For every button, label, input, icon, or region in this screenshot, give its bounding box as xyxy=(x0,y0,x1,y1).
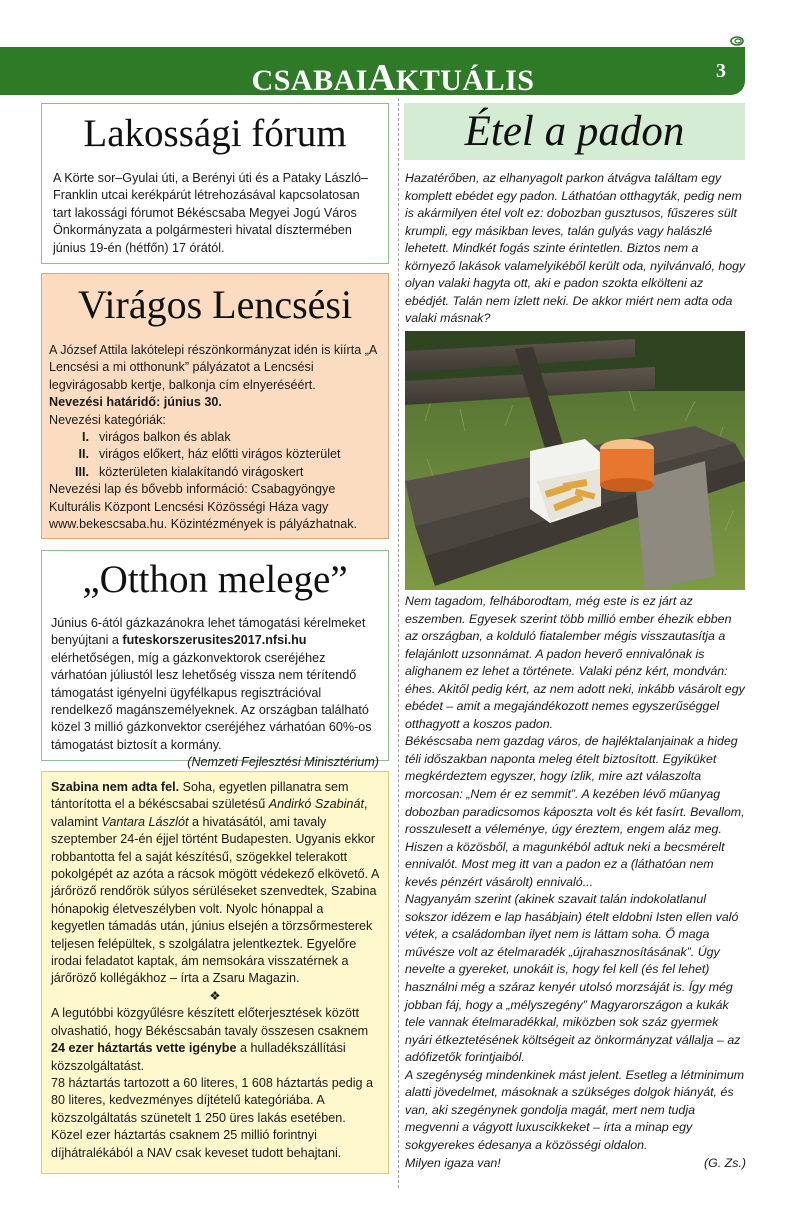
swirl-logo-icon xyxy=(730,36,744,46)
bench-food-photo xyxy=(405,331,745,590)
etel-paragraph-3: Nagyanyám szerint (akinek szavait talán indokolatlanul sokszor idézem e lap hasábjain) ételt eldobni Isten ellen való vétek, a családomban ilyet nem is láttam soha. Ő maga művésze volt az ételmaradék „újrahasznosításának”. Úgy nevelte a gyereket, unokáit is, hogy fel kell (és fel lehet) használni még a száraz kenyér utolsó morzsáját is. Így még jobban fáj, hogy a „mélyszegény” Magyarországon a kukák tele vannak ételmaradékkal, miközben sok száz gyermek nyári étkeztetésének költségeit az önkormányzat vállalja – az adófizetők forintjaiból. xyxy=(405,892,741,1065)
etel-intro: Hazatérőben, az elhanyagolt parkon átvágva találtam egy komplett ebédet egy padon. Láthatóan otthagyták, pedig nem is akármilyen étel volt ez: dobozban gusztusos, fűszeres sült krumpli, egy másikban leves, talán gulyás vagy halászlé lehetett. Mindkét fogás szinte érintetlen. Biztos nem a környező lakások valamelyikéből került oda, nyilvánvaló, hogy olyan valaki hagyta ott, aki e padon szokta elkölteni az ebédjét. Talán nem ízlett neki. De akkor miért nem adta oda valaki másnak? xyxy=(405,171,746,326)
list-item: I. virágos balkon és ablak xyxy=(82,430,231,445)
author-signature: (G. Zs.) xyxy=(704,1155,746,1170)
viragos-outro: Nevezési lap és bővebb információ: Csabagyöngye Kulturális Központ Lencsési Közösségi Háza vagy www.bekescsaba.hu. Közintézmények is pályázhatnak. xyxy=(49,482,358,532)
forum-title: Lakossági fórum xyxy=(83,112,347,155)
otthon-title: „Otthon melege” xyxy=(82,558,348,601)
szabina-text: Szabina nem adta fel. Soha, egyetlen pillanatra sem tántorította el a békéscsabai születésű Andirkó Szabinát, valamint Vantara Lászlót a hivatásától, ami tavaly szeptember 24-én éjjel történt Budapesten. Ugyanis ekkor robbantotta fel a saját készítésű, szögekkel telerakott pokolgépét az azóta a rácsok mögött védekező elkövető. A járőröző rendőrök súlyos sérüléseket szenvedtek, Szabina hónapokig életveszélyben volt. Nyolc hónappal a kegyetlen támadás után, június elsején a törzsőrmesterek teljesen felépültek, s szolgálatra jelentkeztek. Egyelőre irodai feladatot kaptak, ám nemsokára visszatérnek a járőröző kollégákhoz – írta a Zsaru Magazin. xyxy=(51,780,379,986)
viragos-article xyxy=(41,273,389,539)
forum-text: A Körte sor–Gyulai úti, a Berényi úti és a Pataky László–Franklin utcai kerékpárút létrehozásával kapcsolatosan tart lakossági fórumot Békéscsaba Megyei Jogú Város Önkormányzata a polgármesteri hivatal dísztermében június 19-én (hétfőn) 17 órától. xyxy=(53,171,369,255)
grant-website-link[interactable]: futeskorszerusites2017.nfsi.hu xyxy=(122,633,307,648)
szabina-article xyxy=(41,771,389,1174)
etel-paragraph-4: A szegénység mindenkinek mást jelent. Esetleg a létminimum alatti jövedelmet, másoknak a szükséges dolgok hiányát, és van, aki szegénynek gondolja magát, mert nem tudja megvenni a vágyott luxuscikkeket – írta a minap egy sokgyerekes édesanya a közösségi oldalon. xyxy=(405,1067,745,1152)
etel-paragraph-1: Nem tagadom, felháborodtam, még este is ez járt az eszemben. Egyesek szerint több millió ember éhezik ebben az országban, a kolduló fiatalember mégis visszautasítja a felajánlott uzsonnámat. A padon heverő ennivalónak is alighanem ez lehet a története. Valaki pénz kért, mondván: éhes. Akitől pedig kért, az nem adott neki, inkább vásárolt egy ebédet – amit a megajándékozott nemes egyszerűséggel otthagyott a koszos padon. xyxy=(405,594,745,731)
viragos-deadline: Nevezési határidő: június 30. xyxy=(49,395,222,410)
list-item: II. virágos előkert, ház előtti virágos közterület xyxy=(78,447,341,462)
viragos-categories-label: Nevezési kategóriák: xyxy=(49,412,166,427)
waste-stats: 78 háztartás tartozott a 60 literes, 1 608 háztartás pedig a 80 literes, kedvezményes díjtételű kategóriába. A közszolgáltatás szünetelt 1 250 üres lakás esetében. Közel ezer háztartás csaknem 25 millió forintnyi díjhátralékából a NAV csak keveset tudott behajtani. xyxy=(51,1075,374,1160)
otthon-article xyxy=(41,550,389,770)
list-item: III. közterületen kialakítandó virágoskert xyxy=(75,464,304,479)
column-divider xyxy=(398,98,399,1188)
etel-paragraph-2: Békéscsaba nem gazdag város, de hajléktalanjainak a hideg téli időszakban naponta meleg ételt biztosított. Egyiküket megkérdeztem egyszer, hogy ízlik, mire azt válaszolta morcosan: „Nem ér ez semmit”. A kezében lévő műanyag dobozban paradicsomos káposzta volt és két fasírt. Bevallom, rosszulesett a véleménye, úgy éreztem, engem aláz meg. Hiszen a közösből, a magunkéból adtuk neki a becsmérelt ennivalót. Most meg itt van a padon ez a (láthatóan nem kevés pénzért vásárolt) ennivaló... xyxy=(405,734,745,889)
otthon-source: (Nemzeti Fejlesztési Minisztérium) xyxy=(187,755,379,770)
category-list xyxy=(49,429,381,481)
section-separator-icon: ❖ xyxy=(209,988,221,1003)
page-number: 3 xyxy=(716,60,726,82)
viragos-title: Virágos Lencsési xyxy=(77,282,353,327)
otthon-text: Június 6-ától gázkazánokra lehet támogatási kérelmeket benyújtani a futeskorszerusites2017.nfsi.hu elérhetőségen, míg a gázkonvektorok cseréjéhez várhatóan júliustól lesz lehetőség vissza nem térítendő támogatást igényelni ügyfélkapus regisztrációval rendelkező magánszemélyeknek. Az országban található közel 3 millió gázkonvektor cseréjéhez várhatóan 60%-os támogatást biztosít a kormány. (Nemzeti Fejlesztési Minisztérium) xyxy=(51,615,379,754)
masthead-title: CSABAIAKTUÁLIS xyxy=(251,57,535,99)
etel-title-band xyxy=(404,103,745,160)
viragos-intro: A József Attila lakótelepi részönkormányzat idén is kiírta „A Lencsési a mi otthonunk” pályázatot a Lencsési legvirágosabb kertje, balkonja cím elnyeréséért. xyxy=(49,343,377,392)
etel-closing: Milyen igaza van! (G. Zs.) xyxy=(405,1155,746,1173)
etel-title: Étel a padon xyxy=(464,108,685,155)
waste-text: A legutóbbi közgyűlésre készített előterjesztések között olvashatió, hogy Békéscsabán tavaly összesen csaknem 24 ezer háztartás vette igénybe a hulladékszállítási közszolgáltatást. xyxy=(51,1006,369,1073)
forum-article xyxy=(41,103,389,264)
etel-body xyxy=(405,593,746,1172)
